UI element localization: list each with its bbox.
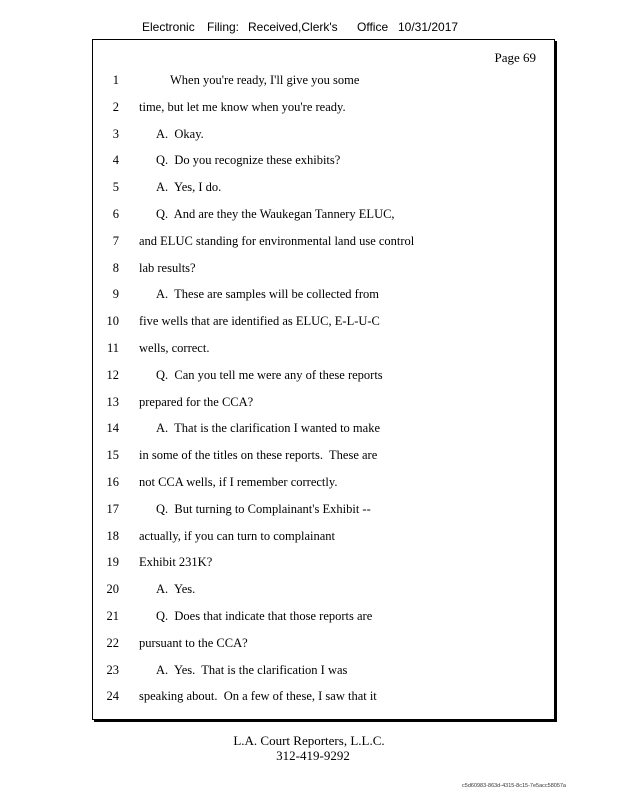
line-text: Q. But turning to Complainant's Exhibit --	[156, 501, 371, 516]
transcript-line	[93, 205, 554, 223]
line-text: Q. Does that indicate that those reports are	[156, 609, 373, 623]
filing-header-part: Received,Clerk's	[248, 20, 338, 34]
line-text: Q. Do you recognize these exhibits?	[156, 153, 341, 168]
line-number: 7	[112, 233, 119, 248]
line-number: 23	[106, 662, 119, 677]
transcript-line	[93, 553, 554, 571]
line-text: A. Yes. That is the clarification I was	[156, 662, 348, 677]
line-number: 4	[112, 153, 119, 168]
transcript-page	[92, 39, 555, 720]
line-number: 6	[112, 207, 119, 221]
line-text: five wells that are identified as ELUC, E-L-U-C	[139, 314, 380, 329]
line-text: A. Yes, I do.	[156, 180, 222, 195]
line-number: 20	[106, 582, 119, 597]
line-text: and ELUC standing for environmental land use control	[139, 233, 415, 248]
filing-header-part: 10/31/2017	[398, 20, 459, 34]
line-number: 18	[106, 528, 119, 543]
transcript-line	[93, 473, 554, 491]
line-number: 16	[106, 475, 119, 489]
line-number: 5	[112, 180, 119, 195]
line-text: lab results?	[139, 260, 196, 275]
line-text: prepared for the CCA?	[139, 394, 254, 409]
court-reporter-phone: 312-419-9292	[276, 748, 350, 763]
transcript-line	[93, 419, 554, 437]
transcript-line	[93, 661, 554, 679]
line-text: Exhibit 231K?	[139, 555, 213, 570]
transcript-line	[93, 446, 554, 464]
line-number: 2	[112, 99, 119, 114]
transcript-line	[93, 393, 554, 411]
line-text: actually, if you can turn to complainant	[139, 528, 336, 543]
filing-header-part: Filing:	[207, 20, 240, 34]
transcript-line	[93, 232, 554, 250]
line-text: Q. And are they the Waukegan Tannery ELUC,	[156, 207, 395, 221]
line-number: 15	[106, 448, 119, 463]
line-text: speaking about. On a few of these, I saw that it	[139, 689, 377, 704]
line-text: time, but let me know when you're ready.	[139, 99, 346, 114]
transcript-line	[93, 98, 554, 116]
filing-header-part: Electronic	[142, 20, 195, 34]
transcript-line	[93, 339, 554, 357]
line-number: 14	[106, 421, 119, 436]
line-text: A. That is the clarification I wanted to make	[156, 421, 380, 436]
transcript-line	[93, 607, 554, 625]
line-number: 22	[106, 635, 119, 650]
line-text: When you're ready, I'll give you some	[170, 73, 360, 87]
line-text: pursuant to the CCA?	[139, 635, 248, 650]
transcript-line	[93, 178, 554, 196]
transcript-line	[93, 125, 554, 143]
line-text: A. Okay.	[156, 126, 204, 141]
transcript-line	[93, 580, 554, 598]
line-number: 10	[106, 314, 119, 329]
line-text: A. Yes.	[156, 582, 196, 597]
line-text: in some of the titles on these reports. These are	[139, 448, 378, 463]
line-number: 21	[106, 609, 119, 623]
transcript-line	[93, 500, 554, 518]
transcript-line	[93, 527, 554, 545]
line-text: wells, correct.	[139, 341, 210, 355]
document-hash: c5d60983-863d-4315-8c15-7e5acc58057a	[462, 783, 566, 789]
line-text: not CCA wells, if I remember correctly.	[139, 475, 338, 489]
court-reporter-name: L.A. Court Reporters, L.L.C.	[233, 733, 385, 748]
transcript-line	[93, 259, 554, 277]
line-number: 12	[106, 367, 119, 382]
line-number: 13	[106, 394, 119, 409]
line-number: 24	[106, 689, 119, 704]
line-number: 1	[112, 73, 119, 87]
line-number: 8	[112, 260, 119, 275]
transcript-line	[93, 285, 554, 303]
transcript-line	[93, 312, 554, 330]
line-number: 3	[112, 126, 119, 141]
transcript-line	[93, 634, 554, 652]
transcript-line	[93, 366, 554, 384]
line-number: 9	[112, 287, 119, 302]
transcript-line	[93, 71, 554, 89]
line-number: 11	[106, 341, 119, 355]
line-number: 19	[106, 555, 119, 570]
filing-header-part: Office	[357, 20, 389, 34]
line-number: 17	[106, 501, 119, 516]
transcript-line	[93, 151, 554, 169]
transcript-line	[93, 687, 554, 705]
line-text: Q. Can you tell me were any of these reports	[156, 367, 383, 382]
page-number: Page 69	[494, 50, 536, 65]
line-text: A. These are samples will be collected from	[156, 287, 379, 302]
